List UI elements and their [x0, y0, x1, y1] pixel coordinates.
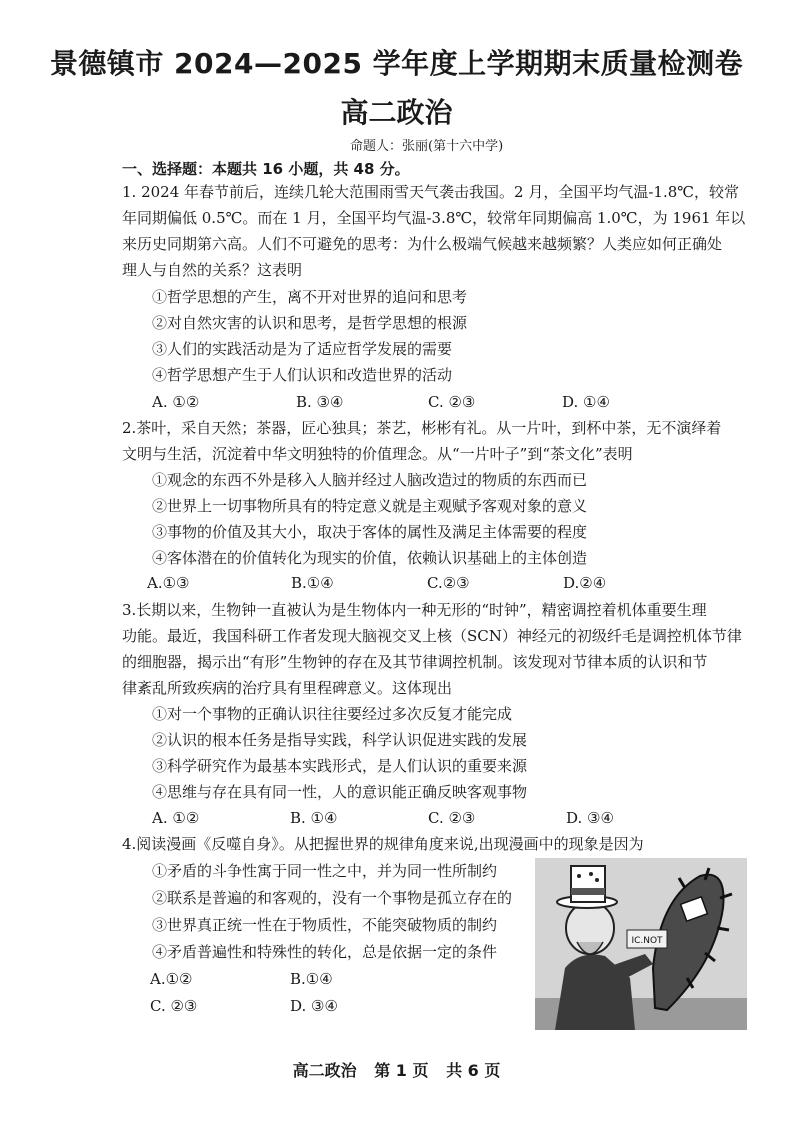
q3-option-3: ③科学研究作为最基本实践形式，是人们认识的重要来源 — [152, 757, 528, 775]
q4-choice-d: D. ③④ — [290, 997, 338, 1015]
cartoon-drawing — [535, 858, 747, 1030]
q2-choice-c: C.②③ — [427, 574, 470, 592]
q3-choice-a: A. ①② — [152, 809, 200, 827]
exam-subject: 高二政治 — [340, 96, 453, 129]
q1-line-4: 理人与自然的关系？这表明 — [122, 261, 303, 279]
q3-choice-c: C. ②③ — [428, 809, 476, 827]
q2-option-3: ③事物的价值及其大小，取决于客体的属性及满足主体需要的程度 — [152, 523, 588, 541]
footer-total-pages: 共 6 页 — [446, 1061, 501, 1080]
q2-choice-d: D.②④ — [563, 574, 607, 592]
q3-line-4: 律紊乱所致疾病的治疗具有里程碑意义。这体现出 — [122, 679, 453, 697]
q4-choice-a: A.①② — [150, 970, 193, 988]
q1-line-1: 1. 2024 年春节前后，连续几轮大范围雨雪天气袭击我国。2 月，全国平均气温-1.8℃，较常 — [122, 183, 740, 201]
q4-option-4: ④矛盾普遍性和特殊性的转化，总是依据一定的条件 — [152, 943, 498, 961]
q4-choice-c: C. ②③ — [150, 997, 198, 1015]
q4-option-1: ①矛盾的斗争性寓于同一性之中，并为同一性所制约 — [152, 862, 498, 880]
q4-line-1: 4.阅读漫画《反噬自身》。从把握世界的规律角度来说,出现漫画中的现象是因为 — [122, 835, 644, 853]
q1-choice-b: B. ③④ — [296, 393, 344, 411]
footer-subject: 高二政治 — [292, 1061, 357, 1080]
q2-line-1: 2.茶叶，采自天然；茶器，匠心独具；茶艺，彬彬有礼。从一片叶，到杯中茶，无不演绎着 — [122, 419, 722, 437]
q2-choice-a: A.①③ — [147, 574, 190, 592]
q3-option-4: ④思维与存在具有同一性，人的意识能正确反映客观事物 — [152, 783, 528, 801]
footer-page-number: 第 1 页 — [374, 1061, 429, 1080]
q1-option-4: ④哲学思想产生于人们认识和改造世界的活动 — [152, 366, 453, 384]
q1-choice-c: C. ②③ — [428, 393, 476, 411]
q1-choice-a: A. ①② — [152, 393, 200, 411]
section-heading: 一、选择题：本题共 16 小题，共 48 分。 — [122, 160, 410, 178]
q3-line-1: 3.长期以来，生物钟一直被认为是生物体内一种无形的“时钟”，精密调控着机体重要生理 — [122, 601, 707, 619]
q3-choice-d: D. ③④ — [566, 809, 614, 827]
q1-choice-d: D. ①④ — [562, 393, 610, 411]
q1-option-3: ③人们的实践活动是为了适应哲学发展的需要 — [152, 340, 453, 358]
q4-option-3: ③世界真正统一性在于物质性，不能突破物质的制约 — [152, 916, 498, 934]
q4-option-2: ②联系是普遍的和客观的，没有一个事物是孤立存在的 — [152, 889, 513, 907]
q3-line-2: 功能。最近，我国科研工作者发现大脑视交叉上核（SCN）神经元的初级纤毛是调控机体节律 — [122, 627, 742, 645]
q3-choice-b: B. ①④ — [290, 809, 338, 827]
q1-option-2: ②对自然灾害的认识和思考，是哲学思想的根源 — [152, 314, 468, 332]
q2-choice-b: B.①④ — [291, 574, 334, 592]
q1-option-1: ①哲学思想的产生，离不开对世界的追问和思考 — [152, 288, 468, 306]
q2-option-4: ④客体潜在的价值转化为现实的价值，依赖认识基础上的主体创造 — [152, 549, 588, 567]
q2-option-1: ①观念的东西不外是移入人脑并经过人脑改造过的物质的东西而已 — [152, 471, 588, 489]
q4-choice-b: B.①④ — [290, 970, 333, 988]
page-footer — [0, 1058, 793, 1081]
exam-author: 命题人：张丽(第十六中学) — [350, 139, 504, 154]
q3-line-3: 的细胞器，揭示出“有形”生物钟的存在及其节律调控机制。该发现对节律本质的认识和节 — [122, 653, 708, 671]
cartoon-label: IC.NOT — [631, 936, 663, 946]
q3-option-2: ②认识的根本任务是指导实践，科学认识促进实践的发展 — [152, 731, 528, 749]
q1-line-2: 年同期偏低 0.5℃。而在 1 月，全国平均气温-3.8℃，较常年同期偏高 1.0℃，为 1961 年以 — [122, 209, 746, 227]
cartoon-image — [535, 858, 747, 1030]
q2-line-2: 文明与生活，沉淀着中华文明独特的价值理念。从“一片叶子”到“茶文化”表明 — [122, 445, 633, 463]
q3-option-1: ①对一个事物的正确认识往往要经过多次反复才能完成 — [152, 705, 513, 723]
exam-title: 景德镇市 2024—2025 学年度上学期期末质量检测卷 — [49, 47, 744, 80]
q2-option-2: ②世界上一切事物所具有的特定意义就是主观赋予客观对象的意义 — [152, 497, 588, 515]
q1-line-3: 来历史同期第六高。人们不可避免的思考：为什么极端气候越来越频繁？人类应如何正确处 — [122, 235, 723, 253]
